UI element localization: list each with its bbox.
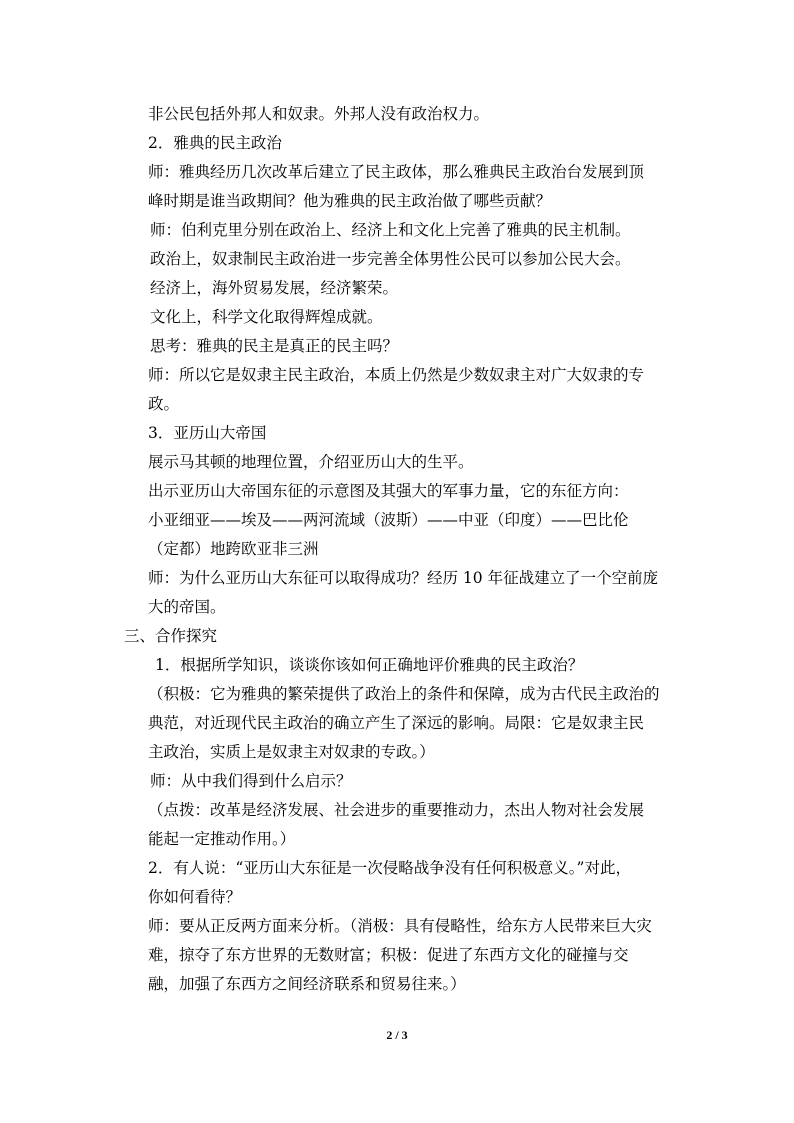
text-line: 师：从中我们得到什么启示？	[150, 772, 352, 790]
text-line: 师：雅典经历几次改革后建立了民主政体，那么雅典民主政治台发展到顶	[148, 163, 645, 181]
text-line: 师：为什么亚历山大东征可以取得成功？经历 10 年征战建立了一个空前庞	[148, 569, 659, 587]
text-line: （定都）地跨欧亚非三洲	[148, 540, 319, 558]
text-line: 出示亚历山大帝国东征的示意图及其强大的军事力量，它的东征方向：	[148, 482, 629, 500]
section-heading: 2．雅典的民主政治	[148, 134, 282, 152]
section-heading: 三、合作探究	[124, 627, 218, 645]
text-line: 师：要从正反两方面来分析。（消极：具有侵略性，给东方人民带来巨大灾	[148, 917, 652, 935]
text-line: 非公民包括外邦人和奴隶。外邦人没有政治权力。	[148, 105, 490, 123]
text-line: 政。	[148, 395, 180, 413]
section-heading: 3．亚历山大帝国	[148, 424, 267, 442]
page-number: 2 / 3	[386, 1028, 408, 1042]
text-line: 经济上，海外贸易发展，经济繁荣。	[150, 279, 399, 297]
text-line: 你如何看待？	[148, 888, 242, 906]
text-line: （点拨：改革是经济发展、社会进步的重要推动力，杰出人物对社会发展	[148, 801, 645, 819]
text-line: 峰时期是谁当政期间？他为雅典的民主政治做了哪些贡献？	[148, 192, 552, 210]
text-line: 展示马其顿的地理位置，介绍亚历山大的生平。	[148, 453, 474, 471]
text-line: 师：所以它是奴隶主民主政治，本质上仍然是少数奴隶主对广大奴隶的专	[148, 366, 645, 384]
text-line: 难，掠夺了东方世界的无数财富；积极：促进了东西方文化的碰撞与交	[148, 946, 629, 964]
text-line: （积极：它为雅典的繁荣提供了政治上的条件和保障，成为古代民主政治的	[148, 685, 660, 703]
text-line: 师：伯利克里分别在政治上、经济上和文化上完善了雅典的民主机制。	[150, 221, 631, 239]
text-line: 主政治，实质上是奴隶主对奴隶的专政。）	[148, 743, 435, 761]
text-line: 小亚细亚——埃及——两河流域（波斯）——中亚（印度）——巴比伦	[148, 511, 629, 529]
text-line: 政治上，奴隶制民主政治进一步完善全体男性公民可以参加公民大会。	[150, 250, 631, 268]
text-line: 融，加强了东西方之间经济联系和贸易往来。）	[148, 975, 466, 993]
text-line: 2．有人说：“亚历山大东征是一次侵略战争没有任何积极意义。”对此，	[148, 859, 631, 877]
text-line: 典范，对近现代民主政治的确立产生了深远的影响。局限：它是奴隶主民	[148, 714, 645, 732]
text-line: 能起一定推动作用。）	[148, 830, 296, 848]
text-line: 文化上，科学文化取得辉煌成就。	[150, 308, 383, 326]
text-line: 思考：雅典的民主是真正的民主吗？	[150, 337, 399, 355]
text-line: 大的帝国。	[148, 598, 226, 616]
text-line: 1．根据所学知识，谈谈你该如何正确地评价雅典的民主政治？	[155, 656, 584, 674]
